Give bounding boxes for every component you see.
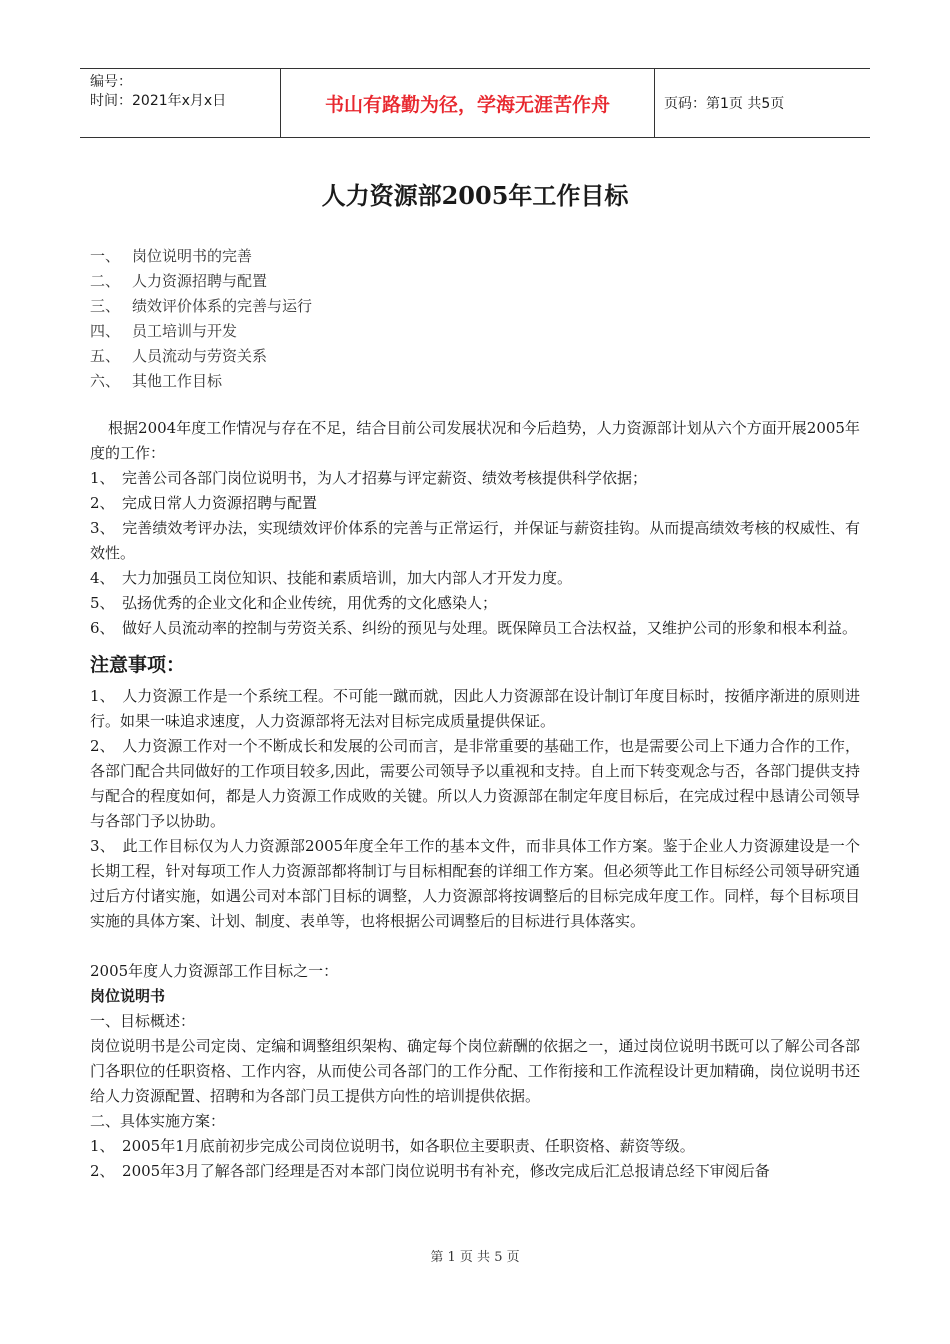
overview-paragraph: 岗位说明书是公司定岗、定编和调整组织架构、确定每个岗位薪酬的依据之一，通过岗位说明书既可以了解公司各部门各职位的任职资格、工作内容，从而使公司各部门的工作分配、工作衔接和工作流程设计更加精确，岗位说明书还给人力资源配置、招聘和为各部门员工提供方向性的培训提供依据。 <box>90 1037 860 1105</box>
document-body <box>90 416 860 1184</box>
plan-item: 2、 完成日常人力资源招聘与配置 <box>90 494 318 512</box>
overview-label: 一、目标概述： <box>90 1012 196 1030</box>
note-item: 2、 人力资源工作对一个不断成长和发展的公司而言，是非常重要的基础工作，也是需要公司上下通力合作的工作，各部门配合共同做好的工作项目较多,因此，需要公司领导予以重视和支持。自上而下转变观念与否，各部门提供支持与配合的程度如何，都是人力资源工作成败的关键。所以人力资源部在制定年度目标后，在完成过程中恳请公司领导与各部门予以协助。 <box>90 737 860 830</box>
header-meta <box>80 69 281 137</box>
header-motto: 书山有路勤为径，学海无涯苦作舟 <box>281 69 655 137</box>
goal-plan-item: 1、 2005年1月底前初步完成公司岗位说明书，如各职位主要职责、任职资格、薪资等级。 <box>90 1137 695 1155</box>
table-of-contents <box>90 244 870 394</box>
goal-heading: 2005年度人力资源部工作目标之一： <box>90 962 339 980</box>
time-label: 时间：2021年x月x日 <box>90 93 227 109</box>
toc-item: 一、 岗位说明书的完善 <box>90 247 253 265</box>
note-item: 1、 人力资源工作是一个系统工程。不可能一蹴而就，因此人力资源部在设计制订年度目标时，按循序渐进的原则进行。如果一味追求速度，人力资源部将无法对目标完成质量提供保证。 <box>90 687 860 730</box>
plan-item: 5、 弘扬优秀的企业文化和企业传统，用优秀的文化感染人； <box>90 594 498 612</box>
toc-item: 二、 人力资源招聘与配置 <box>90 272 268 290</box>
page-footer: 第 1 页 共 5 页 <box>430 1250 520 1265</box>
plan-item: 4、 大力加强员工岗位知识、技能和素质培训，加大内部人才开发力度。 <box>90 569 573 587</box>
header-page-info: 页码：第1页 共5页 <box>664 96 785 112</box>
plan-label: 二、具体实施方案： <box>90 1112 226 1130</box>
goal-plan-item: 2、 2005年3月了解各部门经理是否对本部门岗位说明书有补充，修改完成后汇总报请总经下审阅后备 <box>90 1162 770 1180</box>
document-header <box>80 68 870 138</box>
plan-item: 6、 做好人员流动率的控制与劳资关系、纠纷的预见与处理。既保障员工合法权益，又维护公司的形象和根本利益。 <box>90 619 858 637</box>
toc-item: 五、 人员流动与劳资关系 <box>90 347 268 365</box>
toc-item: 四、 员工培训与开发 <box>90 322 238 340</box>
plan-item: 3、 完善绩效考评办法，实现绩效评价体系的完善与正常运行，并保证与薪资挂钩。从而提高绩效考核的权威性、有效性。 <box>90 519 860 562</box>
toc-item: 六、 其他工作目标 <box>90 372 223 390</box>
code-label: 编号： <box>90 74 132 90</box>
goal-subtitle: 岗位说明书 <box>90 987 166 1005</box>
note-item: 3、 此工作目标仅为人力资源部2005年度全年工作的基本文件，而非具体工作方案。鉴于企业人力资源建设是一个长期工程，针对每项工作人力资源部都将制订与目标相配套的详细工作方案。但必须等此工作目标经公司领导研究通过后方付诸实施，如遇公司对本部门目标的调整，人力资源部将按调整后的目标完成年度工作。同样，每个目标项目实施的具体方案、计划、制度、表单等，也将根据公司调整后的目标进行具体落实。 <box>90 837 860 930</box>
notes-heading: 注意事项： <box>90 654 186 676</box>
page-title: 人力资源部2005年工作目标 <box>321 181 629 210</box>
plan-item: 1、 完善公司各部门岗位说明书，为人才招募与评定薪资、绩效考核提供科学依据； <box>90 469 648 487</box>
toc-item: 三、 绩效评价体系的完善与运行 <box>90 297 313 315</box>
intro-paragraph: 根据2004年度工作情况与存在不足，结合目前公司发展状况和今后趋势，人力资源部计划从六个方面开展2005年度的工作： <box>90 419 860 462</box>
